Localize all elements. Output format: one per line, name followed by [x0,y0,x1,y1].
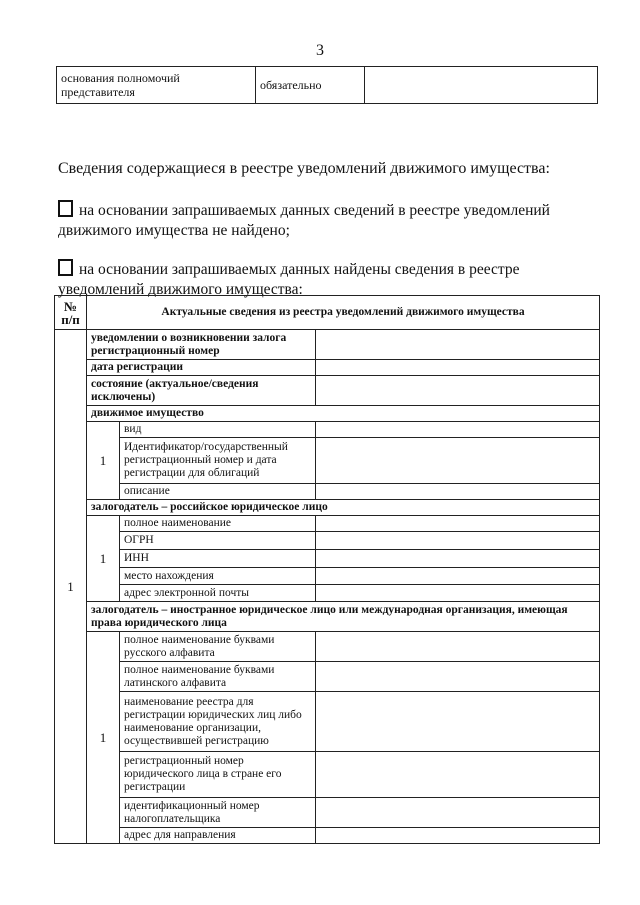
registry-name-label: наименование реестра для регистрации юридических лиц либо наименование организации, осуществившей регистрацию [120,692,316,752]
pledgor-ru-heading: залогодатель – российское юридическое лицо [87,500,600,516]
identifier-label: Идентификатор/государственный регистрационный номер и дата регистрации для облигаций [120,438,316,484]
page-number: 3 [316,42,324,59]
kind-value[interactable] [316,422,600,438]
option-not-found[interactable] [58,200,578,241]
email-label: адрес электронной почты [120,585,316,602]
full-name-label: полное наименование [120,516,316,532]
email-value[interactable] [316,585,600,602]
representative-extra [365,67,598,104]
registry-table [54,295,600,844]
full-name-value[interactable] [316,516,600,532]
ogrn-value[interactable] [316,532,600,550]
inn-label: ИНН [120,550,316,568]
intro-text: Сведения содержащиеся в реестре уведомлений движимого имущества: [58,160,550,177]
reg-date-value[interactable] [316,360,600,376]
description-value[interactable] [316,484,600,500]
checkbox-icon[interactable] [58,259,73,276]
taxpayer-id-label: идентификационный номер налогоплательщика [120,798,316,828]
notice-reg-label: уведомлении о возникновении залога регистрационный номер [87,330,316,360]
option-not-found-text: на основании запрашиваемых данных сведений в реестре уведомлений движимого имущества не найдено; [58,202,550,239]
state-label: состояние (актуальное/сведения исключены) [87,376,316,406]
name-lat-value[interactable] [316,662,600,692]
taxpayer-id-value[interactable] [316,798,600,828]
name-lat-label: полное наименование буквами латинского алфавита [120,662,316,692]
reg-num-country-value[interactable] [316,752,600,798]
checkbox-icon[interactable] [58,200,73,217]
state-value[interactable] [316,376,600,406]
address-label: адрес для направления [120,828,316,844]
reg-date-label: дата регистрации [87,360,316,376]
pledgor-foreign-heading: залогодатель – иностранное юридическое лицо или международная организация, имеющая права юридического лица [87,602,600,632]
ogrn-label: ОГРН [120,532,316,550]
pledgor-foreign-sub-number: 1 [87,632,120,844]
inn-value[interactable] [316,550,600,568]
movable-sub-number: 1 [87,422,120,500]
col-title-header: Актуальные сведения из реестра уведомлений движимого имущества [87,296,600,330]
option-found-text: на основании запрашиваемых данных найдены сведения в реестре уведомлений движимого имущества: [58,261,520,298]
representative-table [56,66,598,104]
col-num-header: № п/п [55,296,87,330]
representative-value: обязательно [256,67,365,104]
location-value[interactable] [316,568,600,585]
notice-reg-value[interactable] [316,330,600,360]
registry-name-value[interactable] [316,692,600,752]
kind-label: вид [120,422,316,438]
name-ru-value[interactable] [316,632,600,662]
movable-heading: движимое имущество [87,406,600,422]
name-ru-label: полное наименование буквами русского алфавита [120,632,316,662]
representative-label: основания полномочий представителя [57,67,256,104]
pledgor-ru-sub-number: 1 [87,516,120,602]
identifier-value[interactable] [316,438,600,484]
row-number: 1 [55,330,87,844]
description-label: описание [120,484,316,500]
location-label: место нахождения [120,568,316,585]
address-value[interactable] [316,828,600,844]
reg-num-country-label: регистрационный номер юридического лица в стране его регистрации [120,752,316,798]
option-found[interactable] [58,259,578,300]
